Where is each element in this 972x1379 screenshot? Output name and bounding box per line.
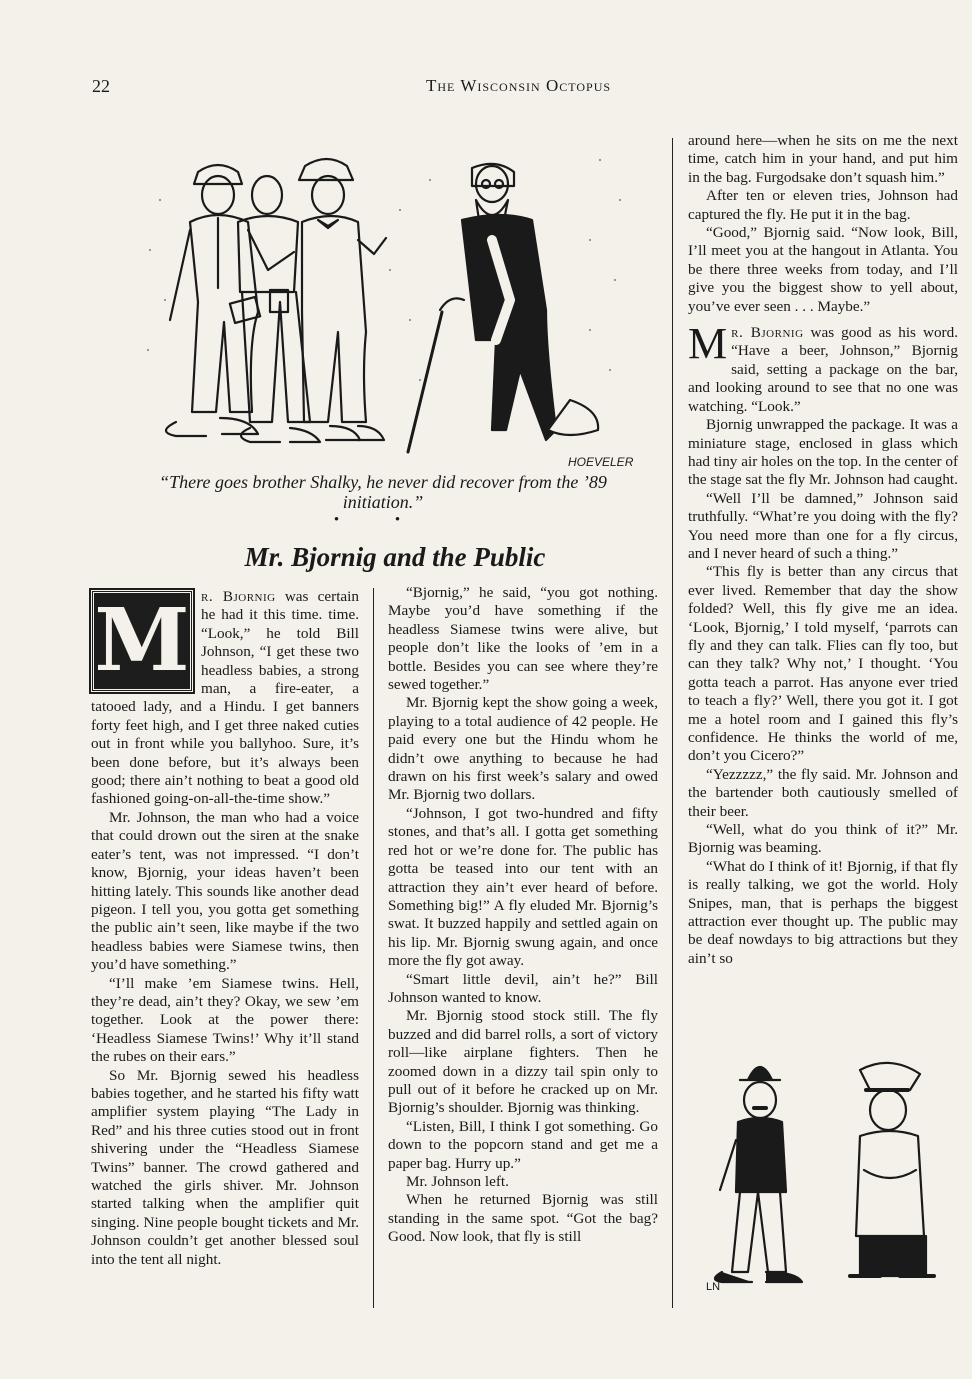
paragraph: Mr. Bjornig stood stock still. The fly buzzed and did barrel rolls, a sort of victory roll—like airplane fighters. Then he zoomed down in a dizzy tail spin only to pull out of it before he cracked up on Mr. Bjornig’s shoulder. Bjornig was thinking. xyxy=(388,1007,658,1117)
opening-smallcaps: r. Bjornig xyxy=(201,588,276,605)
caption-bullets: • • xyxy=(333,512,427,528)
section-smallcaps: r. Bjornig xyxy=(731,324,804,342)
page-number: 22 xyxy=(92,76,110,96)
paragraph: “Well I’ll be damned,” Johnson said truthfully. “What’re you doing with the fly? You need more than one for a fly circus, and I never heard of such a thing.” xyxy=(688,489,958,562)
dropcap-letter: M xyxy=(94,590,190,691)
paragraph-text: was certain he had it this time. time. “Look,” he told Bill Johnson, “I get these two headless babies, a strong man, a fire-eater, a tatooed lady, and a Hindu. I get banners forty feet high, and I get three naked cuties out in front while you ballyhoo. Sure, it’s been done before, but it’s always been good; there ain’t nothing to beat a good old fashioned going-on-all-the-time show.” xyxy=(91,588,359,808)
paragraph: When he returned Bjornig was still standing in the same spot. “Got the bag? Good. Now look, that fly is still xyxy=(388,1191,658,1246)
paragraph: Bjornig unwrapped the package. It was a miniature stage, enclosed in glass which had tiny air holes on the top. In the center of the stage sat the fly Mr. Johnson had caught. xyxy=(688,416,958,489)
paragraph: Mr. Johnson, the man who had a voice that could drown out the siren at the snake eater’s tent, was not impressed. “I don’t know, Bjornig, your ideas haven’t been hitting lately. This sounds like another dead pigeon. I tell you, you gotta get something the public ain’t seen, like maybe if the two headless babies were Siamese twins, then you’d have something.” xyxy=(91,808,359,974)
paragraph: After ten or eleven tries, Johnson had captured the fly. He put it in the bag. xyxy=(688,187,958,223)
paragraph: So Mr. Bjornig sewed his headless babies together, and he started his fifty watt amplifier system playing “The Lady in Red” and his three cuties stood out in front shivering under the “Headless Siamese Twins” banner. The crowd gathered and watched the girls shiver. Mr. Johnson started talking when the amplifier quit singing. Nine people bought tickets and Mr. Johnson couldn’t get another blessed soul into the tent all night. xyxy=(91,1066,359,1268)
artist-signature-bottom: LN xyxy=(706,1281,721,1293)
paragraph: “What do I think of it! Bjornig, if that fly is really talking, we got the world. Holy Snipes, man, that is perhaps the biggest attraction ever thought up. The public may be deaf nowdays to big attractions but they ain’t so xyxy=(688,857,958,967)
paragraph: “I’ll make ’em Siamese twins. Hell, they’re dead, ain’t they? Okay, we sew ’em together. Look at the power there: ‘Headless Siamese Twins!’ Why it’ll stand the rubes on their ears.” xyxy=(91,974,359,1066)
running-head: The Wisconsin Octopus xyxy=(426,76,612,95)
paragraph: “Smart little devil, ain’t he?” Bill Johnson wanted to know. xyxy=(388,970,658,1006)
article-column-1 xyxy=(91,588,359,1269)
article-column-2 xyxy=(388,584,658,1247)
paragraph: Mr. Bjornig kept the show going a week, playing to a total audience of 42 people. He paid every one but the Hindu whom he didn’t owe anything to because he had drawn on his first week’s salary and owed Mr. Bjornig two dollars. xyxy=(388,694,658,804)
paragraph: “Well, what do you think of it?” Mr. Bjornig was beaming. xyxy=(688,821,958,857)
cartoon-caption: “There goes brother Shalky, he never did recover from the ’89 initiation.” xyxy=(159,472,607,512)
paragraph: around here—when he sits on me the next time, catch him in your hand, and put him in the bag. Furgodsake don’t squash him.” xyxy=(688,132,958,186)
paragraph: “This fly is better than any circus that ever lived. Remember that day the show folded? Well, this fly give me an idea. ‘Look, Bjornig,’ I told myself, ‘parrots can fly and they can talk. Flies can fly too, but can they talk? Why not,’ I thought. ‘You gotta teach a parrot. Has anyone ever tried to teach a fly?’ Well, there you got it. I got me a hotel room and I gained this fly’s confidence. He thinks the world of me, don’t you Cicero?” xyxy=(688,563,958,765)
paragraph: “Good,” Bjornig said. “Now look, Bill, I’ll meet you at the hangout in Atlanta. You be there three weeks from today, and I’ll give you the biggest show to yell about, you’ve ever seen . . . Maybe.” xyxy=(688,224,958,315)
cartoon-illustration-top xyxy=(120,140,640,470)
paragraph: “Listen, Bill, I think I got something. Go down to the popcorn stand and get me a paper bag. Hurry up.” xyxy=(388,1117,658,1172)
paragraph: “Johnson, I got two-hundred and fifty stones, and that’s all. I gotta get something red hot or we’re done for. The public has gotta be teased into our tent with an attraction they ain’t ever heard of before. Something big!” A fly eluded Mr. Bjornig’s swat. It buzzed happily and settled again on his lip. Mr. Bjornig swung again, and once more the fly got away. xyxy=(388,804,658,970)
paragraph xyxy=(91,588,359,809)
cartoon-illustration-bottom xyxy=(700,1050,960,1300)
dropcap-ornament xyxy=(91,590,193,692)
paragraph: “Bjornig,” he said, “you got nothing. Maybe you’d have something if the headless Siamese twins were alive, but people don’t like the looks of ’em in a bottle. Besides you can see where they’re sewed together.” xyxy=(388,584,658,694)
paragraph: Mr. Johnson left. xyxy=(406,1173,509,1190)
paragraph-text: was good as his word. “Have a beer, Johnson,” Bjornig said, setting a package on the bar, and looking around to see that no one was watching. “Look.” xyxy=(688,324,958,415)
column-rule-1 xyxy=(373,588,374,1308)
article-title: Mr. Bjornig and the Public xyxy=(244,542,546,572)
column-rule-2 xyxy=(672,138,673,1308)
article-column-3 xyxy=(688,132,958,968)
artist-signature-top: HOEVELER xyxy=(568,455,634,469)
paragraph: “Yezzzzz,” the fly said. Mr. Johnson and the bartender both cautiously smelled of their beer. xyxy=(688,765,958,820)
paragraph xyxy=(688,319,958,416)
section-dropcap: M xyxy=(688,319,728,369)
